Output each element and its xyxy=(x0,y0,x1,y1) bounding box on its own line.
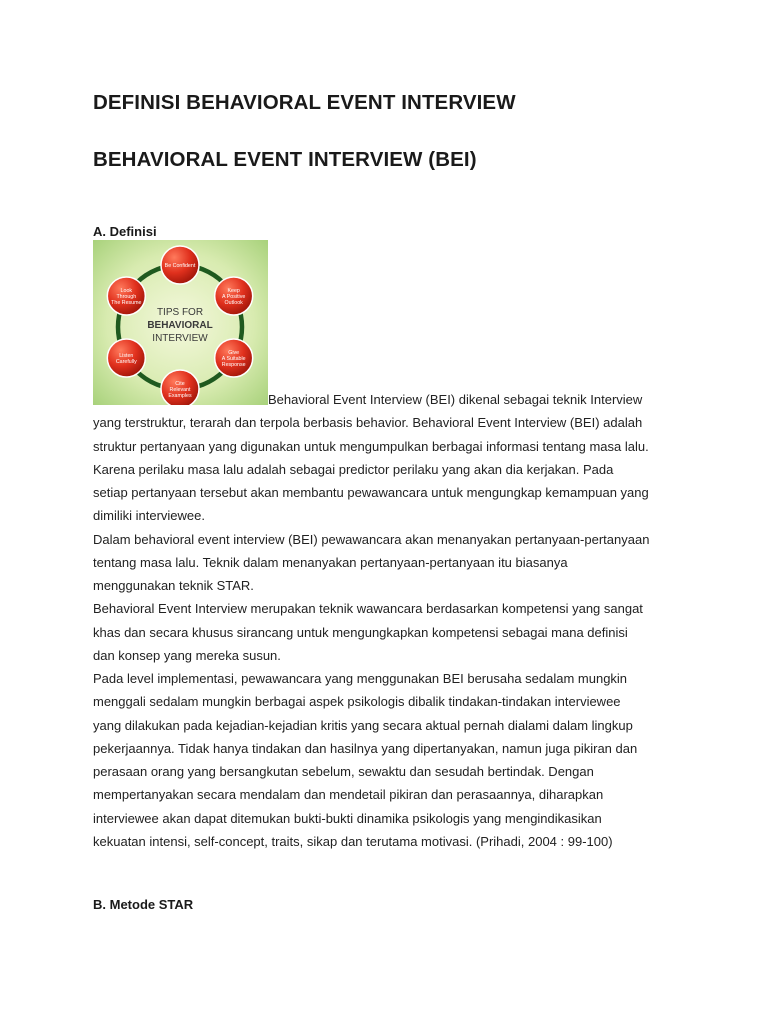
tip-label: Relevant xyxy=(169,387,191,393)
tip-label: Be Confident xyxy=(164,263,196,269)
tip-label: Look xyxy=(120,287,133,294)
body-text-line: Pada level implementasi, pewawancara yang menggunakan BEI berusaha sedalam mungkin xyxy=(93,671,628,686)
tip-label: Outlook xyxy=(224,300,243,307)
tip-label: The Resume xyxy=(111,300,142,307)
section-heading-definisi: A. Definisi xyxy=(93,224,157,239)
body-text-line: Behavioral Event Interview merupakan teknik wawancara berdasarkan kompetensi yang sangat xyxy=(93,601,643,617)
tips-diagram xyxy=(93,240,268,405)
tip-label: Keep xyxy=(227,287,240,294)
body-text-line: Behavioral Event Interview (BEI) dikenal sebagai teknik Interview xyxy=(268,392,643,407)
body-text-line: perasaan orang yang bersangkutan sebelum, sewaktu dan sesudah bertindak. Dengan xyxy=(93,764,594,779)
body-text-line: Dalam behavioral event interview (BEI) pewawancara akan menanyakan pertanyaan-pertanyaan xyxy=(93,531,650,547)
tip-label: Cite xyxy=(175,380,185,387)
page-subtitle: BEHAVIORAL EVENT INTERVIEW (BEI) xyxy=(93,148,477,171)
tip-node xyxy=(161,246,199,284)
body-text-line: menggunakan teknik STAR. xyxy=(93,578,254,593)
body-text-line: Karena perilaku masa lalu adalah sebagai predictor perilaku yang akan dia kerjakan. Pada xyxy=(93,461,614,477)
body-text-line: yang dilakukan pada kejadian-kejadian kritis yang secara aktual pernah dialami dalam lingkup xyxy=(93,717,633,733)
tip-node xyxy=(161,370,199,405)
body-text-line: khas dan secara khusus sirancang untuk mengungkapkan kompetensi sebagai mana definisi xyxy=(93,624,628,640)
diagram-center-line-1: TIPS FOR xyxy=(156,307,204,318)
tip-label: Through xyxy=(116,294,137,300)
body-text-line: yang terstruktur, terarah dan terpola berbasis behavior. Behavioral Event Interview (BEI) adalah xyxy=(93,415,643,431)
body-text-line: interviewee akan dapat ditemukan bukti-bukti dinamika psikologis yang mengindikasikan xyxy=(93,810,602,826)
body-text-line: dimiliki interviewee. xyxy=(93,508,205,524)
body-text-line: kekuatan intensi, self-concept, traits, sikap dan terutama motivasi. (Prihadi, 2004 : 99-100) xyxy=(93,833,613,849)
tip-label: A Positive xyxy=(222,294,246,300)
body-text-line: dan konsep yang mereka susun. xyxy=(93,647,281,663)
tip-node xyxy=(107,339,145,377)
tip-label: Carefully xyxy=(115,359,137,366)
tip-node xyxy=(215,277,253,315)
diagram-center-line-2: BEHAVIORAL xyxy=(147,320,213,331)
body-text-line: menggali sedalam mungkin berbagai aspek psikologis dibalik tindakan-tindakan interviewee xyxy=(93,694,621,710)
tips-behavioral-interview-image xyxy=(93,240,268,405)
diagram-center-line-3: INTERVIEW xyxy=(152,333,208,344)
tip-node xyxy=(107,277,145,315)
body-text-line: struktur pertanyaan yang digunakan untuk mengumpulkan berbagai informasi tentang masa lalu. xyxy=(93,438,649,454)
body-text-line: pekerjaannya. Tidak hanya tindakan dan hasilnya yang dipertanyakan, namun juga pikiran dan xyxy=(93,740,638,756)
tip-label: Response xyxy=(221,362,246,369)
tip-label: Give xyxy=(228,349,240,356)
tip-label: A Suitable xyxy=(221,356,246,362)
tip-node xyxy=(215,339,253,377)
tip-label: Listen xyxy=(119,352,134,359)
body-text-line: setiap pertanyaan tersebut akan membantu pewawancara untuk mengungkap kemampuan yang xyxy=(93,485,649,500)
body-text-line: tentang masa lalu. Teknik dalam menanyakan pertanyaan-pertanyaan itu biasanya xyxy=(93,554,568,570)
body-text-line: mempertanyakan secara mendalam dan mendetail pikiran dan perasaannya, diharapkan xyxy=(93,787,604,803)
tip-label: Examples xyxy=(168,393,192,400)
page-title: DEFINISI BEHAVIORAL EVENT INTERVIEW xyxy=(93,91,516,114)
section-heading-metode-star: B. Metode STAR xyxy=(93,897,194,912)
